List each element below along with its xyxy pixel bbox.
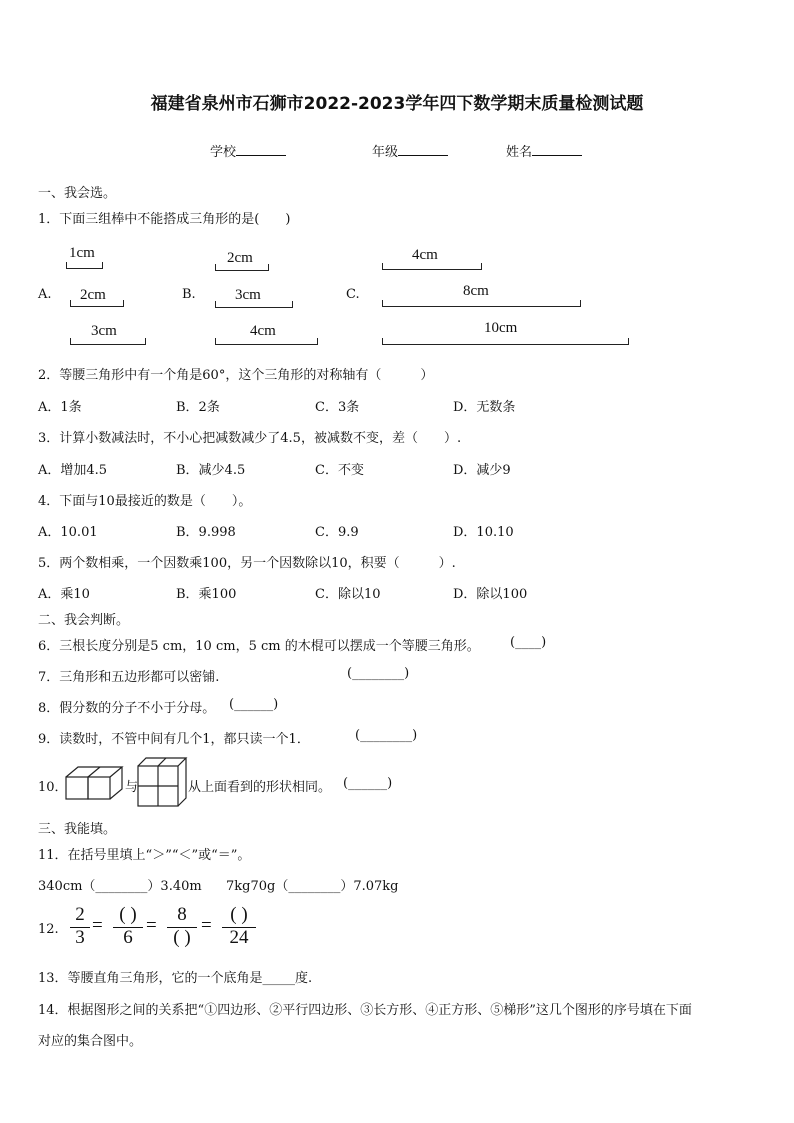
q3-option-c[interactable]: C．不变: [315, 463, 364, 478]
q2-option-d[interactable]: D．无数条: [453, 400, 516, 415]
q2-option-c[interactable]: C．3条: [315, 400, 360, 415]
stick-a3-label: 3cm: [91, 323, 117, 339]
fraction-4-denominator: 24: [229, 927, 249, 948]
question-8: 8．假分数的分子不小于分母。: [38, 701, 216, 716]
q3-option-d[interactable]: D．减少9: [453, 463, 511, 478]
stick-b2-label: 3cm: [235, 287, 261, 303]
stick-a1: [66, 262, 103, 269]
stick-c2-label: 8cm: [463, 283, 489, 299]
q4-option-c[interactable]: C．9.9: [315, 525, 359, 540]
question-10-number: 10．: [38, 780, 68, 795]
q8-answer-blank[interactable]: (______): [229, 697, 279, 712]
question-10-connector: 与: [125, 780, 139, 795]
equals-sign-3: =: [201, 915, 212, 936]
stick-c3: [382, 338, 629, 345]
question-4: 4．下面与10最接近的数是（ ）。: [38, 494, 252, 509]
option-label-b: B.: [182, 287, 196, 302]
grade-blank[interactable]: [398, 143, 448, 156]
stick-b2: [215, 301, 293, 308]
school-blank[interactable]: [236, 143, 286, 156]
q4-option-a[interactable]: A．10.01: [38, 525, 98, 540]
fraction-4-numerator[interactable]: ( ): [230, 904, 248, 925]
grade-field: [372, 141, 448, 160]
name-label: 姓名: [506, 145, 533, 160]
school-field: [210, 141, 286, 160]
stick-a2-label: 2cm: [80, 287, 106, 303]
fraction-3-denominator[interactable]: ( ): [173, 927, 191, 948]
stick-a3: [70, 338, 146, 345]
grade-label: 年级: [372, 145, 399, 160]
question-2: 2．等腰三角形中有一个角是60°，这个三角形的对称轴有（ ）: [38, 368, 434, 383]
fraction-1-numerator: 2: [75, 904, 85, 925]
blocks-figure-1: [64, 763, 126, 803]
question-10: 从上面看到的形状相同。: [188, 780, 332, 795]
name-blank[interactable]: [532, 143, 582, 156]
q11-item-right[interactable]: 7kg70g（________）7.07kg: [226, 879, 399, 894]
q9-answer-blank[interactable]: (________): [355, 728, 418, 743]
option-label-a: A.: [38, 287, 52, 302]
section-heading-1: 一、我会选。: [38, 186, 117, 201]
stick-b1-label: 2cm: [227, 250, 253, 266]
stick-c1: [382, 263, 482, 270]
question-6: 6．三根长度分别是5 cm，10 cm，5 cm 的木棍可以摆成一个等腰三角形。: [38, 639, 480, 654]
fraction-2-numerator[interactable]: ( ): [119, 904, 137, 925]
stick-b1: [215, 264, 269, 271]
question-11: 11．在括号里填上“＞”“＜”或“＝”。: [38, 848, 251, 863]
stick-c1-label: 4cm: [412, 247, 438, 263]
stick-b3: [215, 338, 318, 345]
question-9: 9．读数时，不管中间有几个1，都只读一个1．: [38, 732, 310, 747]
q2-option-b[interactable]: B．2条: [176, 400, 220, 415]
equals-sign-1: =: [92, 915, 103, 936]
stick-a2: [70, 300, 124, 307]
name-field: [506, 141, 582, 160]
q4-option-d[interactable]: D．10.10: [453, 525, 514, 540]
question-5: 5．两个数相乘，一个因数乘100，另一个因数除以10，积要（ ）.: [38, 556, 456, 571]
question-1: 1．下面三组棒中不能搭成三角形的是( ): [38, 212, 291, 227]
page-title: 福建省泉州市石狮市2022-2023学年四下数学期末质量检测试题: [150, 94, 644, 114]
fraction-3-numerator: 8: [177, 904, 187, 925]
q5-option-a[interactable]: A．乘10: [38, 587, 90, 602]
question-12-number: 12.: [38, 922, 59, 937]
q5-option-d[interactable]: D．除以100: [453, 587, 528, 602]
section-heading-2: 二、我会判断。: [38, 613, 130, 628]
question-3: 3．计算小数减法时，不小心把减数减少了4.5，被减数不变，差（ ）.: [38, 431, 462, 446]
q4-option-b[interactable]: B．9.998: [176, 525, 236, 540]
option-label-c: C.: [346, 287, 360, 302]
stick-a1-label: 1cm: [69, 245, 95, 261]
question-14-line-1: 14．根据图形之间的关系把“①四边形、②平行四边形、③长方形、④正方形、⑤梯形”这几个图形的序号填在下面: [38, 1003, 692, 1018]
blocks-figure-2: [136, 756, 188, 808]
stick-c2: [382, 300, 581, 307]
stick-b3-label: 4cm: [250, 323, 276, 339]
school-label: 学校: [210, 145, 237, 160]
fraction-2-denominator: 6: [123, 927, 133, 948]
q2-option-a[interactable]: A．1条: [38, 400, 82, 415]
q5-option-b[interactable]: B．乘100: [176, 587, 237, 602]
q10-answer-blank[interactable]: (______): [343, 776, 393, 791]
question-13: 13．等腰直角三角形，它的一个底角是_____度.: [38, 971, 313, 986]
fraction-1-denominator: 3: [75, 927, 85, 948]
q5-option-c[interactable]: C．除以10: [315, 587, 381, 602]
q11-item-left[interactable]: 340cm（________）3.40m: [38, 879, 202, 894]
stick-c3-label: 10cm: [484, 320, 518, 336]
section-heading-3: 三、我能填。: [38, 822, 117, 837]
question-7: 7．三角形和五边形都可以密铺.: [38, 670, 220, 685]
question-14-line-2: 对应的集合图中。: [38, 1034, 143, 1049]
q6-answer-blank[interactable]: (____): [510, 635, 547, 650]
equals-sign-2: =: [146, 915, 157, 936]
q3-option-b[interactable]: B．减少4.5: [176, 463, 246, 478]
q3-option-a[interactable]: A．增加4.5: [38, 463, 108, 478]
q7-answer-blank[interactable]: (________): [347, 666, 410, 681]
